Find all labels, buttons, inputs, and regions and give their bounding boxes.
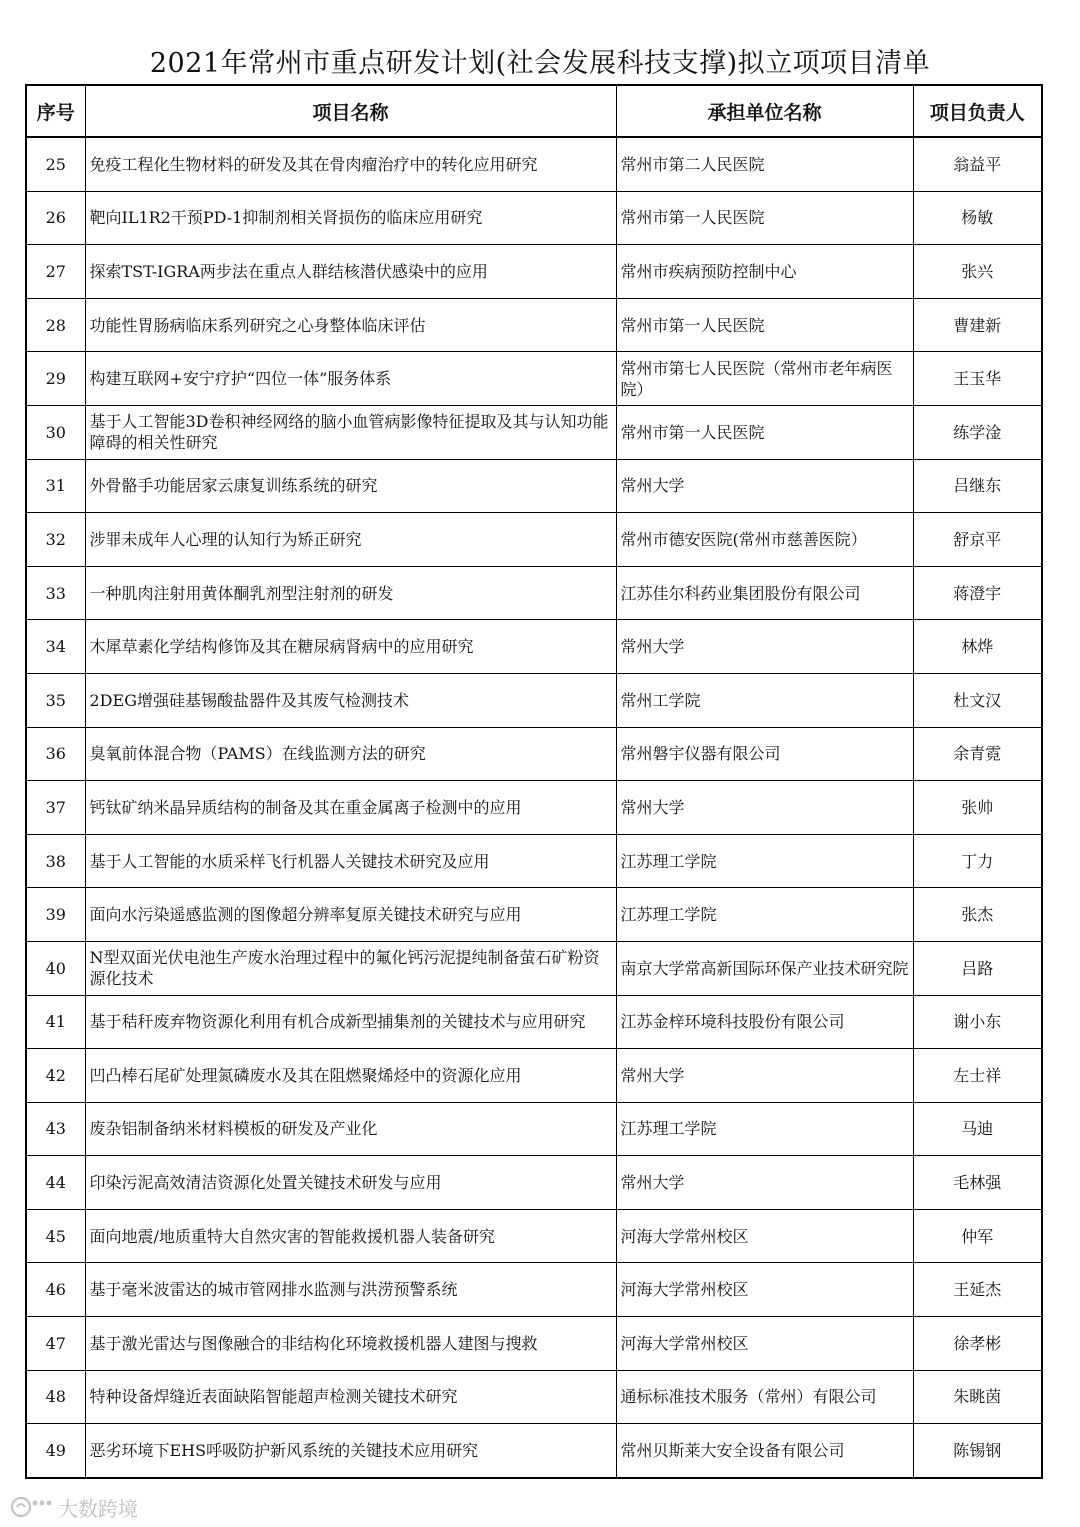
row-project-lead: 朱眺茵	[913, 1370, 1042, 1424]
row-project-lead: 左士祥	[913, 1049, 1042, 1103]
row-unit-name: 江苏理工学院	[616, 888, 913, 942]
table-row	[26, 1317, 1042, 1371]
row-project-name: N型双面光伏电池生产废水治理过程中的氟化钙污泥提纯制备萤石矿粉资源化技术	[85, 941, 616, 995]
row-project-lead: 练学淦	[913, 405, 1042, 459]
table-row	[26, 352, 1042, 406]
row-project-lead: 翁益平	[913, 137, 1042, 191]
header-index: 序号	[26, 85, 85, 137]
row-project-name: 钙钛矿纳米晶异质结构的制备及其在重金属离子检测中的应用	[85, 781, 616, 835]
row-unit-name: 通标标准技术服务（常州）有限公司	[616, 1370, 913, 1424]
table-row	[26, 1049, 1042, 1103]
row-project-lead: 丁力	[913, 834, 1042, 888]
row-project-lead: 徐孝彬	[913, 1317, 1042, 1371]
row-project-lead: 蒋澄宇	[913, 566, 1042, 620]
row-unit-name: 河海大学常州校区	[616, 1263, 913, 1317]
row-index: 49	[26, 1424, 85, 1478]
row-unit-name: 南京大学常高新国际环保产业技术研究院	[616, 941, 913, 995]
row-project-lead: 张杰	[913, 888, 1042, 942]
row-project-lead: 林烨	[913, 620, 1042, 674]
row-project-name: 探索TST-IGRA两步法在重点人群结核潜伏感染中的应用	[85, 245, 616, 299]
row-index: 38	[26, 834, 85, 888]
row-index: 39	[26, 888, 85, 942]
table-row	[26, 1209, 1042, 1263]
row-project-lead: 杨敏	[913, 191, 1042, 245]
row-index: 41	[26, 995, 85, 1049]
row-unit-name: 常州大学	[616, 620, 913, 674]
row-index: 33	[26, 566, 85, 620]
row-project-name: 基于秸秆废弃物资源化利用有机合成新型捕集剂的关键技术与应用研究	[85, 995, 616, 1049]
row-project-lead: 吕路	[913, 941, 1042, 995]
row-project-name: 免疫工程化生物材料的研发及其在骨肉瘤治疗中的转化应用研究	[85, 137, 616, 191]
table-row	[26, 727, 1042, 781]
table-row	[26, 1370, 1042, 1424]
row-project-lead: 余青霓	[913, 727, 1042, 781]
header-project-lead: 项目负责人	[913, 85, 1042, 137]
row-project-name: 凹凸棒石尾矿处理氮磷废水及其在阻燃聚烯烃中的资源化应用	[85, 1049, 616, 1103]
row-project-lead: 谢小东	[913, 995, 1042, 1049]
row-unit-name: 常州大学	[616, 1049, 913, 1103]
table-row	[26, 781, 1042, 835]
row-index: 42	[26, 1049, 85, 1103]
row-unit-name: 常州磐宇仪器有限公司	[616, 727, 913, 781]
table-row	[26, 566, 1042, 620]
table-row	[26, 1263, 1042, 1317]
row-project-name: 构建互联网+安宁疗护“四位一体”服务体系	[85, 352, 616, 406]
row-index: 36	[26, 727, 85, 781]
table-row	[26, 1102, 1042, 1156]
table-row	[26, 513, 1042, 567]
row-unit-name: 常州大学	[616, 459, 913, 513]
table-row	[26, 834, 1042, 888]
row-project-name: 2DEG增强硅基锡酸盐器件及其废气检测技术	[85, 673, 616, 727]
row-unit-name: 江苏金梓环境科技股份有限公司	[616, 995, 913, 1049]
row-index: 30	[26, 405, 85, 459]
table-row	[26, 888, 1042, 942]
table-row	[26, 941, 1042, 995]
row-project-lead: 吕继东	[913, 459, 1042, 513]
row-project-name: 臭氧前体混合物（PAMS）在线监测方法的研究	[85, 727, 616, 781]
row-index: 32	[26, 513, 85, 567]
row-unit-name: 常州工学院	[616, 673, 913, 727]
row-unit-name: 常州大学	[616, 1156, 913, 1210]
row-project-name: 靶向IL1R2干预PD-1抑制剂相关肾损伤的临床应用研究	[85, 191, 616, 245]
row-index: 46	[26, 1263, 85, 1317]
row-project-lead: 马迪	[913, 1102, 1042, 1156]
row-project-name: 印染污泥高效清洁资源化处置关键技术研发与应用	[85, 1156, 616, 1210]
row-unit-name: 江苏理工学院	[616, 834, 913, 888]
row-index: 31	[26, 459, 85, 513]
row-unit-name: 常州市第一人民医院	[616, 191, 913, 245]
row-project-name: 一种肌肉注射用黄体酮乳剂型注射剂的研发	[85, 566, 616, 620]
row-unit-name: 常州市第一人民医院	[616, 298, 913, 352]
row-project-name: 功能性胃肠病临床系列研究之心身整体临床评估	[85, 298, 616, 352]
watermark-text: 大数跨境	[58, 1496, 138, 1521]
row-project-name: 废杂铝制备纳米材料模板的研发及产业化	[85, 1102, 616, 1156]
header-project-name: 项目名称	[85, 85, 616, 137]
table-row	[26, 298, 1042, 352]
header-unit-name: 承担单位名称	[616, 85, 913, 137]
row-index: 26	[26, 191, 85, 245]
row-project-lead: 曹建新	[913, 298, 1042, 352]
row-unit-name: 常州市第二人民医院	[616, 137, 913, 191]
row-unit-name: 河海大学常州校区	[616, 1317, 913, 1371]
table-body	[26, 137, 1042, 1478]
row-unit-name: 江苏理工学院	[616, 1102, 913, 1156]
row-project-name: 面向水污染遥感监测的图像超分辨率复原关键技术研究与应用	[85, 888, 616, 942]
row-project-name: 涉罪未成年人心理的认知行为矫正研究	[85, 513, 616, 567]
row-project-name: 木犀草素化学结构修饰及其在糖尿病肾病中的应用研究	[85, 620, 616, 674]
brand-logo-icon	[8, 1494, 52, 1520]
row-project-name: 基于人工智能的水质采样飞行机器人关键技术研究及应用	[85, 834, 616, 888]
row-project-name: 面向地震/地质重特大自然灾害的智能救援机器人装备研究	[85, 1209, 616, 1263]
row-index: 43	[26, 1102, 85, 1156]
project-table	[25, 84, 1043, 1479]
row-index: 45	[26, 1209, 85, 1263]
row-project-lead: 王延杰	[913, 1263, 1042, 1317]
row-unit-name: 常州市第一人民医院	[616, 405, 913, 459]
watermark	[8, 1493, 138, 1521]
row-index: 47	[26, 1317, 85, 1371]
row-index: 35	[26, 673, 85, 727]
row-project-lead: 杜文汉	[913, 673, 1042, 727]
table-row	[26, 1424, 1042, 1478]
table-row	[26, 405, 1042, 459]
row-index: 37	[26, 781, 85, 835]
row-unit-name: 常州市德安医院(常州市慈善医院）	[616, 513, 913, 567]
table-header-row	[26, 85, 1042, 137]
row-unit-name: 常州市疾病预防控制中心	[616, 245, 913, 299]
table-row	[26, 995, 1042, 1049]
row-project-name: 外骨骼手功能居家云康复训练系统的研究	[85, 459, 616, 513]
row-project-lead: 张兴	[913, 245, 1042, 299]
row-project-name: 恶劣环境下EHS呼吸防护新风系统的关键技术应用研究	[85, 1424, 616, 1478]
row-project-lead: 张帅	[913, 781, 1042, 835]
row-project-name: 基于激光雷达与图像融合的非结构化环境救援机器人建图与搜救	[85, 1317, 616, 1371]
row-project-name: 特种设备焊缝近表面缺陷智能超声检测关键技术研究	[85, 1370, 616, 1424]
table-row	[26, 191, 1042, 245]
table-row	[26, 137, 1042, 191]
row-unit-name: 常州市第七人民医院（常州市老年病医院）	[616, 352, 913, 406]
row-project-name: 基于毫米波雷达的城市管网排水监测与洪涝预警系统	[85, 1263, 616, 1317]
table-row	[26, 245, 1042, 299]
row-index: 48	[26, 1370, 85, 1424]
table-row	[26, 620, 1042, 674]
row-unit-name: 河海大学常州校区	[616, 1209, 913, 1263]
row-unit-name: 江苏佳尔科药业集团股份有限公司	[616, 566, 913, 620]
row-index: 29	[26, 352, 85, 406]
row-project-lead: 舒京平	[913, 513, 1042, 567]
row-project-name: 基于人工智能3D卷积神经网络的脑小血管病影像特征提取及其与认知功能障碍的相关性研究	[85, 405, 616, 459]
page-title: 2021年常州市重点研发计划(社会发展科技支撑)拟立项项目清单	[149, 48, 931, 79]
row-index: 34	[26, 620, 85, 674]
table-row	[26, 1156, 1042, 1210]
row-unit-name: 常州大学	[616, 781, 913, 835]
row-project-lead: 王玉华	[913, 352, 1042, 406]
row-project-lead: 仲军	[913, 1209, 1042, 1263]
table-row	[26, 459, 1042, 513]
row-index: 28	[26, 298, 85, 352]
row-project-lead: 毛林强	[913, 1156, 1042, 1210]
row-index: 44	[26, 1156, 85, 1210]
row-index: 25	[26, 137, 85, 191]
row-unit-name: 常州贝斯莱大安全设备有限公司	[616, 1424, 913, 1478]
row-index: 27	[26, 245, 85, 299]
table-row	[26, 673, 1042, 727]
row-project-lead: 陈锡钢	[913, 1424, 1042, 1478]
row-index: 40	[26, 941, 85, 995]
